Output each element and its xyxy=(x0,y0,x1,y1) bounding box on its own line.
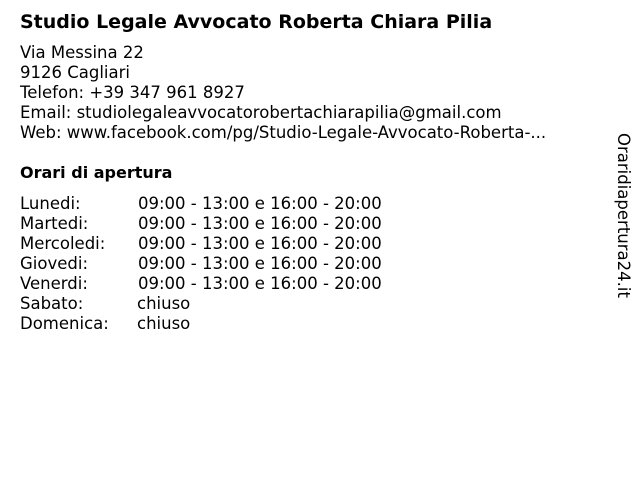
day-label: Sabato: xyxy=(20,294,84,313)
day-label: Mercoledi: xyxy=(20,234,106,253)
website-url: Web: www.facebook.com/pg/Studio-Legale-Avvocato-Roberta-... xyxy=(20,123,547,142)
site-watermark-text: Oraridiapertura24.it xyxy=(614,133,633,298)
business-name: Studio Legale Avvocato Roberta Chiara Pilia xyxy=(20,11,493,33)
day-hours: chiuso xyxy=(137,294,191,313)
contact-block xyxy=(20,43,546,143)
day-hours: 09:00 - 13:00 e 16:00 - 20:00 xyxy=(138,254,382,273)
day-label: Venerdi: xyxy=(20,274,88,293)
day-hours: 09:00 - 13:00 e 16:00 - 20:00 xyxy=(138,274,382,293)
day-hours: 09:00 - 13:00 e 16:00 - 20:00 xyxy=(138,214,382,233)
email-address: Email: studiolegaleavvocatorobertachiarapilia@gmail.com xyxy=(20,103,502,122)
day-hours: 09:00 - 13:00 e 16:00 - 20:00 xyxy=(138,194,382,213)
site-watermark xyxy=(612,133,634,309)
address-city: 9126 Cagliari xyxy=(20,63,130,82)
day-label: Domenica: xyxy=(20,314,109,333)
day-hours: chiuso xyxy=(137,314,191,333)
address-street: Via Messina 22 xyxy=(20,43,144,62)
day-label: Lunedi: xyxy=(20,194,81,213)
day-label: Martedi: xyxy=(20,214,89,233)
day-hours: 09:00 - 13:00 e 16:00 - 20:00 xyxy=(138,234,382,253)
day-label: Giovedi: xyxy=(20,254,88,273)
opening-hours-heading: Orari di apertura xyxy=(20,163,173,182)
phone-number: Telefon: +39 347 961 8927 xyxy=(20,83,245,102)
